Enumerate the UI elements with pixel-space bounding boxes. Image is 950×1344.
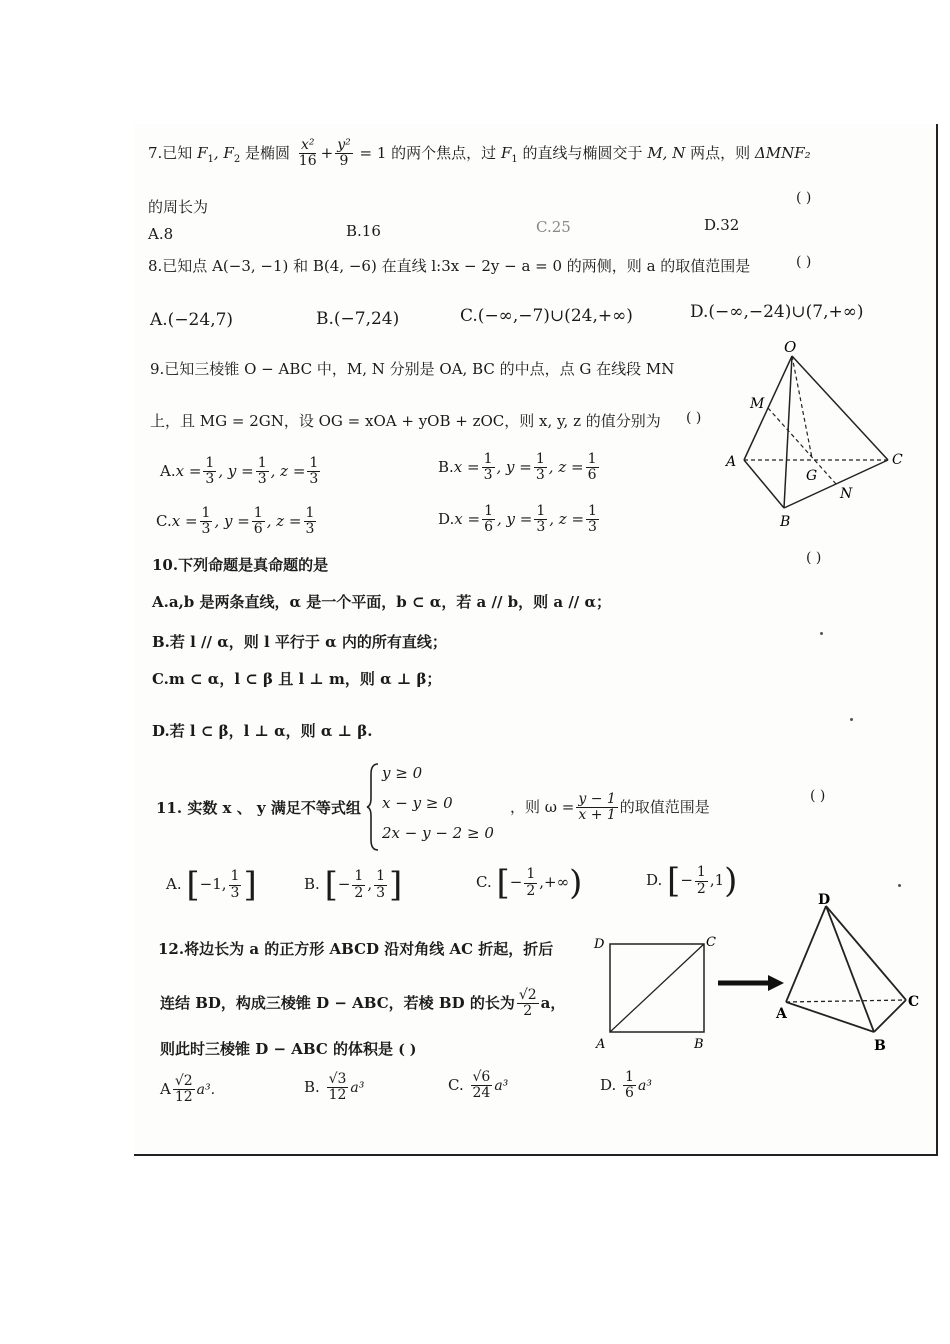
- scan-speck: [820, 632, 823, 635]
- q11-option-c: C. [− $\frac{1}{2}$ ,+∞): [476, 863, 583, 903]
- q7-stem-cont: 的周长为: [148, 198, 209, 216]
- q12-stem-line2: 连结 BD，构成三棱锥 D − ABC，若棱 BD 的长为 $\frac{√2}{2}$ a，: [160, 987, 566, 1020]
- label-b: B: [780, 514, 791, 530]
- q7-option-c: C.25: [536, 218, 571, 236]
- edge-ab: [786, 1002, 874, 1032]
- q8-answer-paren: ( ): [796, 254, 812, 270]
- scan-speck: [850, 718, 853, 721]
- q9-option-c: C.x = $\frac{1}{3}$ , y = $\frac{1}{6}$ , z = $\frac{1}{3}$: [156, 505, 315, 538]
- q7-stem: 7.已知 $F_1$, $F_2$ 是椭圆 $\frac{\text{x²}}{16}$ + $\frac{\text{y²}}{9}$ = 1 的两个焦点，过 $F_1$ 的直线与椭圆交于 M, N 两点，则 ΔMNF₂: [148, 137, 811, 170]
- edge-db: [826, 906, 874, 1032]
- q7-answer-paren: ( ): [796, 190, 812, 206]
- segment-mn-dashed: [768, 408, 836, 484]
- label-o: O: [784, 338, 797, 356]
- q10-option-a: A.a,b 是两条直线，α 是一个平面，b ⊂ α，若 a // b，则 a // α；: [152, 593, 612, 611]
- q11-stem-b: ，则 ω = $\frac{y - 1}{x + 1}$ 的取值范围是: [510, 791, 710, 824]
- q9-option-a: A.x = $\frac{1}{3}$ , y = $\frac{1}{3}$ , z = $\frac{1}{3}$: [160, 455, 319, 488]
- q12-square-figure: [590, 930, 730, 1052]
- q7-option-d: D.32: [704, 216, 740, 234]
- q11-option-d: D. [− $\frac{1}{2}$ ,1): [646, 861, 738, 901]
- pyramid-label-d: D: [818, 892, 831, 908]
- square-label-a: A: [596, 1037, 606, 1052]
- q10-option-b: B.若 l // α，则 l 平行于 α 内的所有直线；: [152, 633, 447, 651]
- q12-option-b: B. $\frac{√3}{12}$ a³: [304, 1071, 365, 1104]
- q9-tetrahedron-figure: [720, 336, 916, 532]
- q8-option-d: D.(−∞,−24)∪(7,+∞): [690, 302, 864, 322]
- q12-option-d: D. $\frac{1}{6}$ a³: [600, 1069, 652, 1102]
- q10-option-c: C.m ⊂ α，l ⊂ β 且 l ⊥ m，则 α ⊥ β；: [152, 670, 442, 688]
- q12-option-a: A $\frac{√2}{12}$ a³.: [160, 1073, 216, 1106]
- q9-answer-paren: ( ): [686, 410, 702, 426]
- label-a: A: [726, 454, 737, 470]
- scan-speck: [898, 884, 901, 887]
- q8-option-c: C.(−∞,−7)∪(24,+∞): [460, 306, 633, 326]
- q9-option-d: D.x = $\frac{1}{6}$ , y = $\frac{1}{3}$ , z = $\frac{1}{3}$: [438, 503, 597, 536]
- label-n: N: [840, 486, 853, 502]
- q7-option-a: A.8: [148, 225, 174, 243]
- left-brace-icon: [366, 762, 380, 852]
- label-c: C: [892, 452, 903, 468]
- q11-answer-paren: ( ): [810, 788, 826, 804]
- q8-option-b: B.(−7,24): [316, 309, 400, 329]
- q11-option-a: A. [−1, $\frac{1}{3}$ ]: [166, 865, 257, 905]
- segment-og-dashed: [792, 356, 812, 458]
- pyramid-label-b: B: [874, 1038, 886, 1054]
- label-g: G: [806, 468, 818, 484]
- q12-pyramid-figure: [770, 890, 930, 1058]
- q12-answer-paren: ( ): [398, 1042, 417, 1058]
- q7-frac-y: $\frac{\text{y²}}{9}$: [337, 137, 351, 170]
- square-label-b: B: [694, 1037, 704, 1052]
- q7-frac-x: $\frac{\text{x²}}{16}$: [298, 137, 317, 170]
- q11-stem-a: 11. 实数 x 、 y 满足不等式组: [156, 799, 361, 817]
- edge-oc: [792, 356, 888, 460]
- square-label-d: D: [594, 937, 605, 952]
- q9-stem-line1: 9.已知三棱锥 O − ABC 中，M, N 分别是 OA, BC 的中点，点 G 在线段 MN: [150, 360, 675, 378]
- edge-ab: [744, 460, 784, 508]
- pyramid-label-a: A: [776, 1006, 787, 1022]
- q7-option-b: B.16: [346, 222, 381, 240]
- q9-stem-line2: 上，且 MG = 2GN，设 OG = xOA + yOB + zOC，则 x, y, z 的值分别为: [150, 412, 661, 430]
- q9-option-b: B.x = $\frac{1}{3}$ , y = $\frac{1}{3}$ , z = $\frac{1}{6}$: [438, 451, 597, 484]
- q11-omega-frac: $\frac{y - 1}{x + 1}$: [578, 791, 616, 824]
- edge-ob: [784, 356, 792, 508]
- diagonal-ac: [610, 944, 704, 1032]
- q12-stem-line3: 则此时三棱锥 D − ABC 的体积是 ( ): [160, 1040, 417, 1058]
- q11-option-b: B. [− $\frac{1}{2}$ , $\frac{1}{3}$ ]: [304, 865, 403, 905]
- q12-stem-line1: 12.将边长为 a 的正方形 ABCD 沿对角线 AC 折起，折后: [158, 940, 554, 958]
- edge-dc: [826, 906, 906, 1000]
- edge-da: [786, 906, 826, 1002]
- edge-ac-dashed: [786, 1000, 906, 1002]
- pyramid-label-c: C: [908, 994, 920, 1010]
- q10-answer-paren: ( ): [806, 550, 822, 566]
- q8-stem: 8.已知点 A(−3, −1) 和 B(4, −6) 在直线 l:3x − 2y − a = 0 的两侧，则 a 的取值范围是: [148, 257, 751, 275]
- q10-option-d: D.若 l ⊂ β，l ⊥ α，则 α ⊥ β.: [152, 722, 373, 740]
- q10-stem: 10.下列命题是真命题的是: [152, 556, 329, 574]
- label-m: M: [750, 396, 765, 412]
- q12-option-c: C. $\frac{√6}{24}$ a³: [448, 1069, 509, 1102]
- q8-option-a: A.(−24,7): [150, 310, 234, 330]
- square-label-c: C: [706, 935, 716, 950]
- edge-bc: [874, 1000, 906, 1032]
